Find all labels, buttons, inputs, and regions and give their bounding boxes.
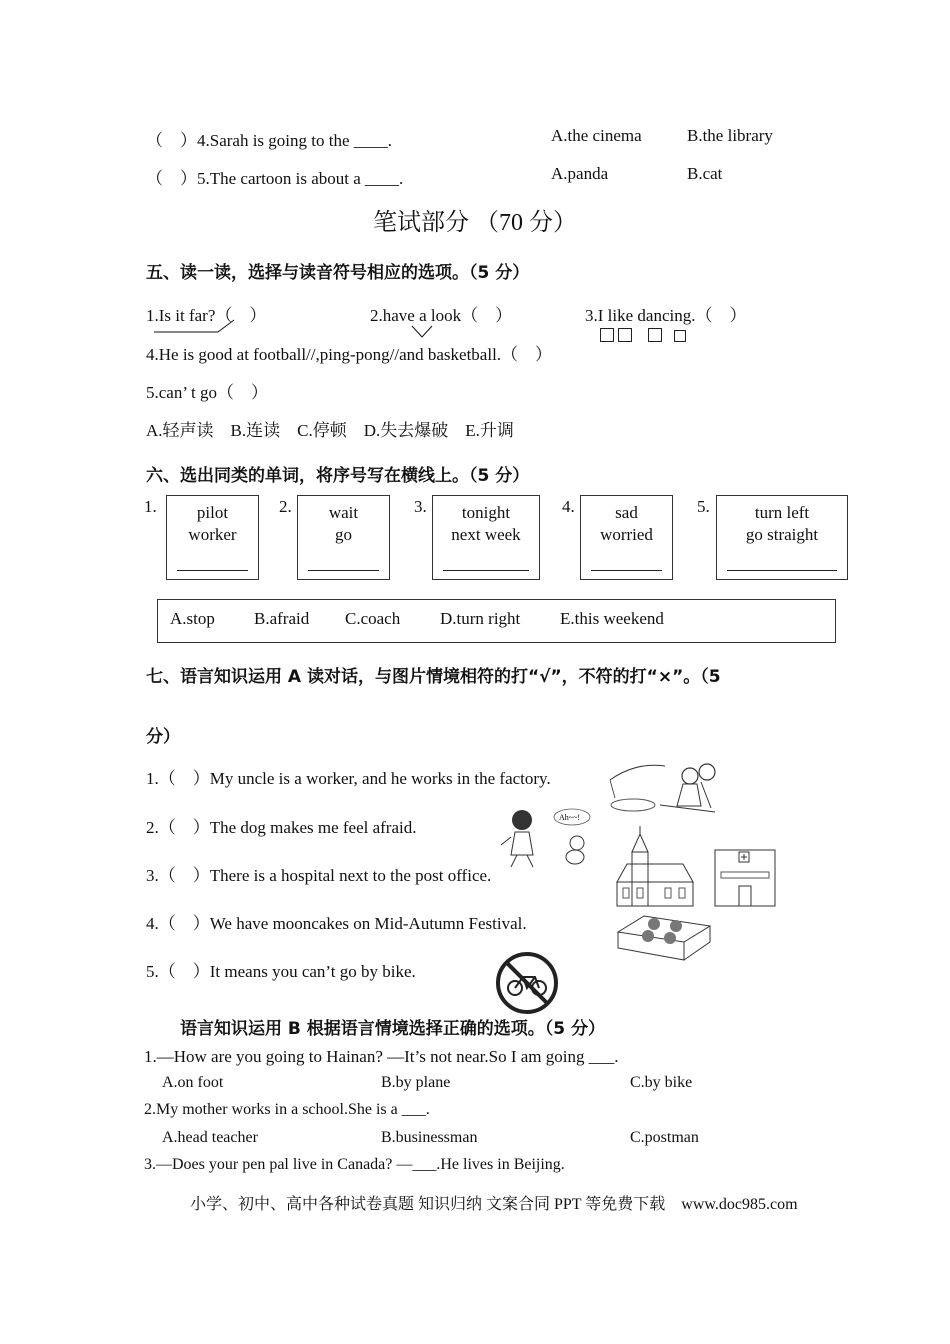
sec7b-q3: 3.—Does your pen pal live in Canada? —___.He lives in Beijing. — [144, 1156, 565, 1173]
option-a: A.the cinema — [551, 126, 642, 145]
option: B.businessman — [381, 1129, 478, 1146]
option: B.by plane — [381, 1074, 451, 1091]
answer-blank[interactable] — [591, 570, 662, 571]
word-box: pilot worker — [166, 495, 259, 580]
section-7a-heading: 七、语言知识运用 A 读对话，与图片情境相符的打“√”，不符的打“×”。（5 — [146, 667, 721, 687]
word-box: tonight next week — [432, 495, 540, 580]
word-box: sad worried — [580, 495, 673, 580]
sec5-q5: 5.can’ t go（ ） — [146, 383, 268, 402]
hospital-post-office-picture — [615, 822, 780, 910]
section-6-heading: 六、选出同类的单词，将序号写在横线上。（5 分） — [146, 466, 530, 486]
answer-blank[interactable] — [727, 570, 837, 571]
stress-squares — [600, 327, 690, 347]
answer-blank[interactable] — [443, 570, 529, 571]
judge-item: 5.（ ）It means you can’t go by bike. — [146, 962, 416, 981]
section-7a-heading-cont: 分） — [146, 727, 180, 747]
judge-item: 3.（ ）There is a hospital next to the post office. — [146, 866, 492, 885]
sec5-q1: 1.Is it far?（ ） — [146, 306, 267, 325]
judge-item: 1.（ ）My uncle is a worker, and he works in the factory. — [146, 769, 551, 788]
footer: 小学、初中、高中各种试卷真题 知识归纳 文案合同 PPT 等免费下载 www.doc985.com — [190, 1196, 798, 1213]
answer-blank[interactable] — [308, 570, 379, 571]
box-number: 5. — [697, 497, 710, 516]
answer-blank[interactable] — [177, 570, 248, 571]
option: A.head teacher — [162, 1129, 258, 1146]
options-box: A.stop B.afraid C.coach D.turn right E.this weekend — [157, 599, 836, 643]
section-title: 笔试部分 （70 分） — [373, 210, 577, 236]
option-b: B.cat — [687, 164, 723, 183]
answer-paren[interactable]: （ ） — [146, 169, 197, 188]
sec7b-q1: 1.—How are you going to Hainan? —It’s not near.So I am going ___. — [144, 1047, 619, 1066]
judge-item: 2.（ ）The dog makes me feel afraid. — [146, 818, 417, 837]
linking-mark — [410, 324, 436, 340]
speech-bubble-text: Ah~~! — [559, 813, 581, 822]
sec5-q3: 3.I like dancing.（ ） — [585, 306, 747, 325]
box-number: 3. — [414, 497, 427, 516]
mooncakes-picture — [614, 912, 714, 968]
option-b: B.the library — [687, 126, 773, 145]
option: C.postman — [630, 1129, 699, 1146]
option-a: A.panda — [551, 164, 609, 183]
rising-tone-mark — [150, 318, 240, 336]
girl-dog-picture — [497, 805, 597, 870]
sec5-options: A.轻声读 B.连读 C.停顿 D.失去爆破 E.升调 — [146, 421, 514, 440]
option: A.on foot — [162, 1074, 224, 1091]
sec7b-q2: 2.My mother works in a school.She is a ___. — [144, 1101, 430, 1118]
word-box: turn left go straight — [716, 495, 848, 580]
option: C.by bike — [630, 1074, 693, 1091]
sec5-q4: 4.He is good at football//,ping-pong//and basketball.（ ） — [146, 345, 553, 364]
answer-paren[interactable]: （ ） — [146, 131, 197, 150]
section-7b-heading: 语言知识运用 B 根据语言情境选择正确的选项。（5 分） — [180, 1019, 606, 1039]
section-5-heading: 五、读一读，选择与读音符号相应的选项。（5 分） — [146, 263, 530, 283]
box-number: 4. — [562, 497, 575, 516]
word-box: wait go — [297, 495, 390, 580]
fishing-picture — [605, 760, 720, 818]
question-4: （ ）4.Sarah is going to the ____. — [146, 131, 393, 150]
box-number: 1. — [144, 497, 157, 516]
judge-item: 4.（ ）We have mooncakes on Mid-Autumn Festival. — [146, 914, 527, 933]
sec5-q2: 2.have a look（ ） — [370, 306, 513, 325]
no-bike-sign — [494, 950, 560, 1016]
box-number: 2. — [279, 497, 292, 516]
question-5: （ ）5.The cartoon is about a ____. — [146, 169, 404, 188]
